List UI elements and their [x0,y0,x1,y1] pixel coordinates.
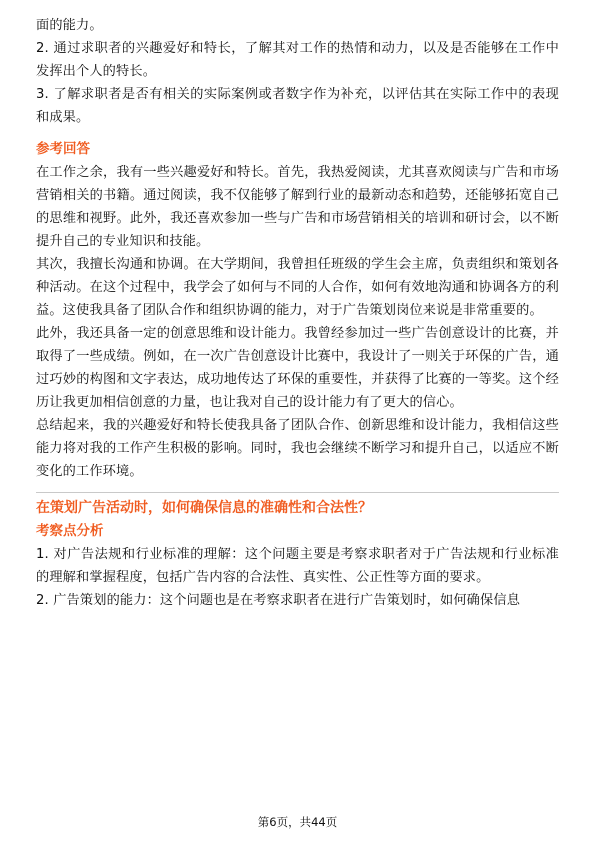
section-divider [36,492,559,493]
intro-point: 2. 通过求职者的兴趣爱好和特长，了解其对工作的热情和动力，以及是否能够在工作中发挥出个人的特长。 [36,41,559,79]
answer-section [36,138,559,483]
intro-point: 面的能力。 [36,18,103,33]
analysis-point: 1. 对广告法规和行业标准的理解：这个问题主要是考察求职者对于广告法规和行业标准的理解和掌握程度，包括广告内容的合法性、真实性、公正性等方面的要求。 [36,547,559,585]
answer-paragraph: 在工作之余，我有一些兴趣爱好和特长。首先，我热爱阅读，尤其喜欢阅读与广告和市场营销相关的书籍。通过阅读，我不仅能够了解到行业的最新动态和趋势，还能够拓宽自己的思维和视野。此外，我还喜欢参加一些与广告和市场营销相关的培训和研讨会，以不断提升自己的专业知识和技能。 [36,165,559,249]
answer-heading: 参考回答 [36,141,90,157]
answer-paragraph: 其次，我擅长沟通和协调。在大学期间，我曾担任班级的学生会主席，负责组织和策划各种活动。在这个过程中，我学会了如何与不同的人合作，如何有效地沟通和协调各方的利益。这使我具备了团队合作和组织协调的能力，对于广告策划岗位来说是非常重要的。 [36,257,559,318]
analysis-point: 2. 广告策划的能力：这个问题也是在考察求职者在进行广告策划时，如何确保信息 [36,593,521,608]
question-section [36,497,559,612]
answer-paragraph: 总结起来，我的兴趣爱好和特长使我具备了团队合作、创新思维和设计能力，我相信这些能力将对我的工作产生积极的影响。同时，我也会继续不断学习和提升自己，以适应不断变化的工作环境。 [36,418,559,479]
analysis-heading: 考察点分析 [36,523,104,539]
page-number: 第6页，共44页 [257,815,338,829]
intro-point: 3. 了解求职者是否有相关的实际案例或者数字作为补充，以评估其在实际工作中的表现和成果。 [36,87,559,125]
question-title: 在策划广告活动时，如何确保信息的准确性和合法性？ [36,500,372,516]
answer-paragraph: 此外，我还具备一定的创意思维和设计能力。我曾经参加过一些广告创意设计的比赛，并取得了一些成绩。例如，在一次广告创意设计比赛中，我设计了一则关于环保的广告，通过巧妙的构图和文字表达，成功地传达了环保的重要性，并获得了比赛的一等奖。这个经历让我更加相信创意的力量，也让我对自己的设计能力有了更大的信心。 [36,326,559,410]
page-content [36,14,559,612]
